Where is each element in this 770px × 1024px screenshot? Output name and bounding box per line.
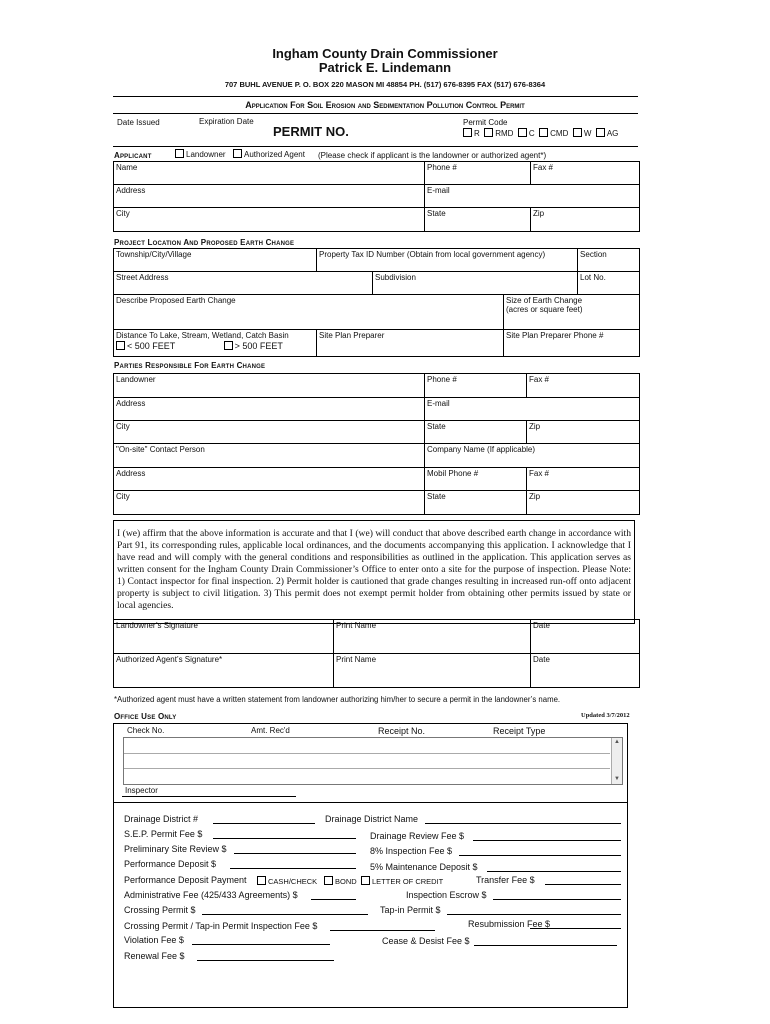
letter-of-credit-option[interactable]: LETTER OF CREDIT xyxy=(361,876,443,886)
listbox-scrollbar[interactable] xyxy=(611,738,622,784)
applicant-state-field[interactable]: State xyxy=(425,208,531,232)
mobile-phone-field[interactable]: Mobil Phone # xyxy=(425,468,527,491)
amt-recd-label: Amt. Rec'd xyxy=(251,726,290,735)
landowner-signature-field[interactable]: Landowner’s Signature xyxy=(114,620,334,654)
inspector-line[interactable] xyxy=(122,796,296,797)
affirmation-text: I (we) affirm that the above information is accurate and that I (we) will conduct that above described earth change in accordance with Part 91, its corresponding rules, applicable local ordinances, and the documents accompanying this application. I acknowledge that I have read and will comply with the general conditions and responsibilities as outlined in the application. This application serves as written consent for the Ingham County Drain Commissioner’s Office to enter onto a site for the purpose of inspection. Please Note: 1) Contact inspector for final inspection. 2) Permit holder is cautioned that grade changes resulting in increased run-off onto adjacent property is subject to civil litigation. 3) This permit does not exempt permit holder from obtaining other permits issued by state or local agencies. xyxy=(113,520,635,624)
renewal-fee-line[interactable] xyxy=(197,960,334,961)
party-zip-field[interactable]: Zip xyxy=(527,421,640,444)
checkbox-icon xyxy=(257,876,266,885)
onsite-state-field[interactable]: State xyxy=(425,491,527,515)
office-heading: Office Use Only xyxy=(114,712,177,721)
landowner-date-field[interactable]: Date xyxy=(531,620,640,654)
agent-signature-field[interactable]: Authorized Agent’s Signature* xyxy=(114,654,334,688)
title-rule xyxy=(113,113,638,114)
onsite-zip-field[interactable]: Zip xyxy=(527,491,640,515)
org-title: Ingham County Drain Commissioner xyxy=(272,46,498,61)
distance-field[interactable]: Distance To Lake, Stream, Wetland, Catch Basin < 500 FEET > 500 FEET xyxy=(114,330,317,357)
form-title: Application For Soil Erosion and Sedimentation Pollution Control Permit xyxy=(245,100,525,110)
applicant-zip-field[interactable]: Zip xyxy=(531,208,640,232)
crossing-permit-label: Crossing Permit $ xyxy=(124,905,196,915)
party-landowner-field[interactable]: Landowner xyxy=(114,374,425,398)
maintenance-5-line[interactable] xyxy=(487,871,621,872)
checkbox-icon xyxy=(175,149,184,158)
violation-fee-label: Violation Fee $ xyxy=(124,935,184,945)
crossing-tapin-line[interactable] xyxy=(330,930,435,931)
applicant-table xyxy=(113,161,640,232)
checkbox-icon xyxy=(224,341,233,350)
onsite-fax-field[interactable]: Fax # xyxy=(527,468,640,491)
checkbox-icon xyxy=(539,128,548,137)
subdivision-field[interactable]: Subdivision xyxy=(373,272,578,295)
applicant-email-field[interactable]: E-mail xyxy=(425,185,640,208)
office-divider xyxy=(113,802,627,803)
scroll-up-icon[interactable]: ▲ xyxy=(614,739,620,745)
drainage-district-label: Drainage District # xyxy=(124,814,199,824)
more-500-option[interactable]: > 500 FEET xyxy=(224,341,283,351)
party-fax-field[interactable]: Fax # xyxy=(527,374,640,398)
lot-no-field[interactable]: Lot No. xyxy=(578,272,640,295)
tapin-permit-label: Tap-in Permit $ xyxy=(380,905,441,915)
header-rule xyxy=(113,96,638,97)
checkbox-icon xyxy=(233,149,242,158)
inspection-8-label: 8% Inspection Fee $ xyxy=(370,846,453,856)
renewal-fee-label: Renewal Fee $ xyxy=(124,951,185,961)
inspection-escrow-line[interactable] xyxy=(493,899,621,900)
applicant-agent-option[interactable]: Authorized Agent xyxy=(233,149,305,159)
party-address-field[interactable]: Address xyxy=(114,398,425,421)
receipt-listbox[interactable] xyxy=(123,737,623,785)
agent-note: *Authorized agent must have a written statement from landowner authorizing him/her to secure a permit in the landowner’s name. xyxy=(114,695,561,704)
drainage-review-label: Drainage Review Fee $ xyxy=(370,831,465,841)
permit-code-options xyxy=(463,128,618,138)
receipt-type-label: Receipt Type xyxy=(493,726,546,736)
tax-id-field[interactable]: Property Tax ID Number (Obtain from local government agency) xyxy=(317,249,578,272)
listbox-row-divider xyxy=(124,768,610,769)
code-ag[interactable]: AG xyxy=(596,129,619,138)
less-500-option[interactable]: < 500 FEET xyxy=(116,341,175,351)
applicant-landowner-option[interactable]: Landowner xyxy=(175,149,226,159)
party-phone-field[interactable]: Phone # xyxy=(425,374,527,398)
agent-print-name-field[interactable]: Print Name xyxy=(334,654,531,688)
drainage-district-line[interactable] xyxy=(213,823,315,824)
size-change-field[interactable]: Size of Earth Change (acres or square feet) xyxy=(504,295,640,330)
township-field[interactable]: Township/City/Village xyxy=(114,249,317,272)
inspection-escrow-label: Inspection Escrow $ xyxy=(406,890,487,900)
checkbox-icon xyxy=(361,876,370,885)
checkbox-icon xyxy=(573,128,582,137)
receipt-no-label: Receipt No. xyxy=(378,726,426,736)
bond-option[interactable]: BOND xyxy=(324,876,357,886)
prelim-review-label: Preliminary Site Review $ xyxy=(124,844,227,854)
cease-desist-label: Cease & Desist Fee $ xyxy=(382,936,470,946)
expiration-label: Expiration Date xyxy=(199,117,254,126)
perf-payment-label: Performance Deposit Payment xyxy=(124,875,247,885)
checkbox-icon xyxy=(463,128,472,137)
listbox-row-divider xyxy=(124,753,610,754)
performance-deposit-line[interactable] xyxy=(230,868,356,869)
project-table xyxy=(113,248,640,357)
cease-desist-line[interactable] xyxy=(474,945,617,946)
drainage-district-name-label: Drainage District Name xyxy=(325,814,419,824)
resubmission-fee-line[interactable] xyxy=(530,928,621,929)
admin-fee-line[interactable] xyxy=(311,899,356,900)
sep-fee-label: S.E.P. Permit Fee $ xyxy=(124,829,203,839)
section-field[interactable]: Section xyxy=(578,249,640,272)
commissioner-name: Patrick E. Lindemann xyxy=(318,60,452,75)
performance-deposit-label: Performance Deposit $ xyxy=(124,859,217,869)
signature-table xyxy=(113,619,640,688)
applicant-name-field[interactable]: Name xyxy=(114,162,425,185)
violation-fee-line[interactable] xyxy=(192,944,330,945)
street-address-field[interactable]: Street Address xyxy=(114,272,373,295)
project-heading: Project Location And Proposed Earth Change xyxy=(114,238,295,247)
onsite-city-field[interactable]: City xyxy=(114,491,425,515)
checkbox-icon xyxy=(324,876,333,885)
agent-date-field[interactable]: Date xyxy=(531,654,640,688)
applicant-note: (Please check if applicant is the landowner or authorized agent*) xyxy=(318,151,547,160)
org-address: 707 BUHL AVENUE P. O. BOX 220 MASON MI 48854 PH. (517) 676-8395 FAX (517) 676-8364 xyxy=(224,80,546,89)
company-name-field[interactable]: Company Name (If applicable) xyxy=(425,444,640,468)
check-no-label: Check No. xyxy=(127,726,165,735)
transfer-fee-line[interactable] xyxy=(545,884,621,885)
resubmission-fee-label: Resubmission Fee $ xyxy=(468,919,551,929)
maintenance-5-label: 5% Maintenance Deposit $ xyxy=(370,862,478,872)
party-city-field[interactable]: City xyxy=(114,421,425,444)
scroll-down-icon[interactable]: ▼ xyxy=(614,776,620,782)
date-issued-label: Date Issued xyxy=(117,118,160,127)
code-r[interactable]: R xyxy=(463,129,480,138)
applicant-heading: Applicant xyxy=(114,151,152,160)
site-preparer-field[interactable]: Site Plan Preparer xyxy=(317,330,504,357)
crossing-tapin-label: Crossing Permit / Tap-in Permit Inspection Fee $ xyxy=(124,921,318,931)
permit-rule xyxy=(113,146,638,147)
onsite-contact-field[interactable]: "On-site" Contact Person xyxy=(114,444,425,468)
sep-fee-line[interactable] xyxy=(213,838,356,839)
code-rmd[interactable]: RMD xyxy=(484,129,513,138)
checkbox-icon xyxy=(596,128,605,137)
permit-code-label: Permit Code xyxy=(463,118,508,127)
checkbox-icon xyxy=(484,128,493,137)
updated-date: Updated 3/7/2012 xyxy=(581,712,630,719)
parties-table xyxy=(113,373,640,515)
applicant-phone-field[interactable]: Phone # xyxy=(425,162,531,185)
inspection-8-line[interactable] xyxy=(459,855,621,856)
code-cmd[interactable]: CMD xyxy=(539,129,568,138)
drainage-district-name-line[interactable] xyxy=(425,823,621,824)
parties-heading: Parties Responsible For Earth Change xyxy=(114,361,266,370)
applicant-address-field[interactable]: Address xyxy=(114,185,425,208)
onsite-address-field[interactable]: Address xyxy=(114,468,425,491)
party-state-field[interactable]: State xyxy=(425,421,527,444)
party-email-field[interactable]: E-mail xyxy=(425,398,640,421)
drainage-review-line[interactable] xyxy=(473,840,621,841)
permit-no-label: PERMIT NO. xyxy=(273,124,349,139)
landowner-print-name-field[interactable]: Print Name xyxy=(334,620,531,654)
inspector-label: Inspector xyxy=(125,786,158,795)
transfer-fee-label: Transfer Fee $ xyxy=(476,875,535,885)
tapin-permit-line[interactable] xyxy=(447,914,621,915)
site-preparer-phone-field[interactable]: Site Plan Preparer Phone # xyxy=(504,330,640,357)
describe-change-field[interactable]: Describe Proposed Earth Change xyxy=(114,295,504,330)
prelim-review-line[interactable] xyxy=(234,853,356,854)
code-w[interactable]: W xyxy=(573,129,592,138)
applicant-fax-field[interactable]: Fax # xyxy=(531,162,640,185)
checkbox-icon xyxy=(116,341,125,350)
crossing-permit-line[interactable] xyxy=(202,914,368,915)
admin-fee-label: Administrative Fee (425/433 Agreements) $ xyxy=(124,890,298,900)
code-c[interactable]: C xyxy=(518,129,535,138)
applicant-city-field[interactable]: City xyxy=(114,208,425,232)
cash-check-option[interactable]: CASH/CHECK xyxy=(257,876,317,886)
checkbox-icon xyxy=(518,128,527,137)
